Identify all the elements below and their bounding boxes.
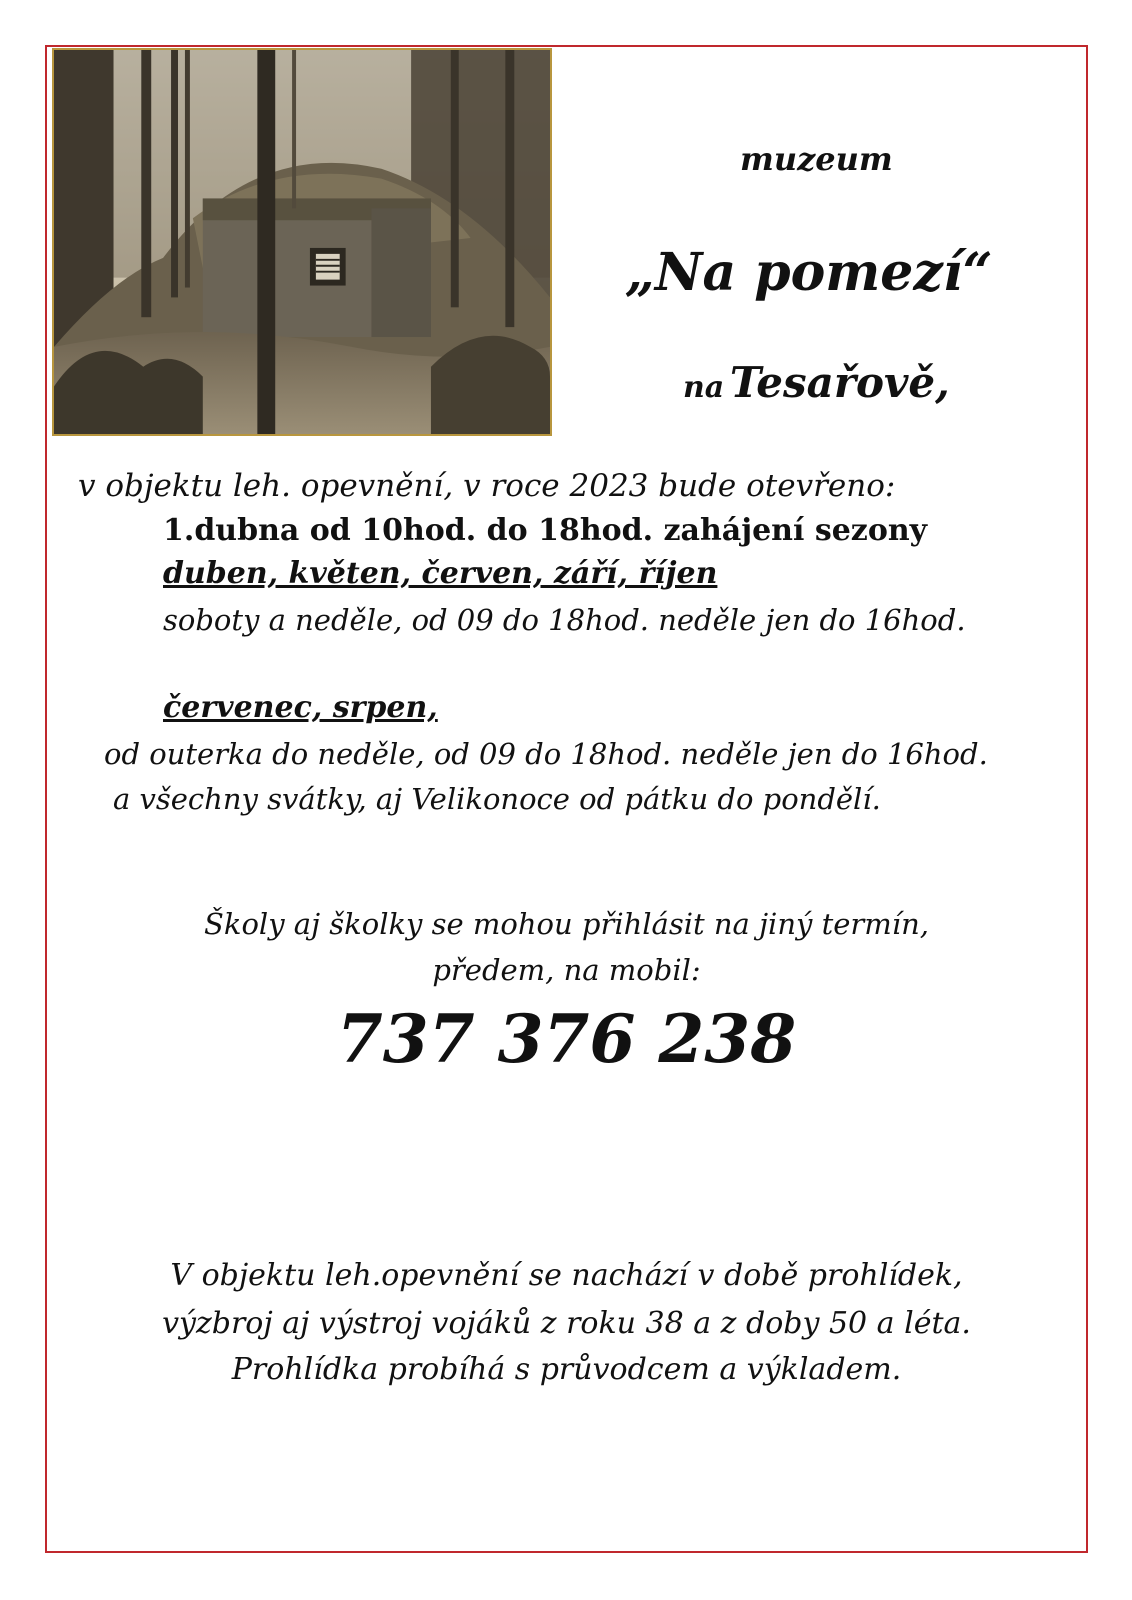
- bunker-photo-illustration: [54, 50, 550, 434]
- hours-summer: od outerka do neděle, od 09 do 18hod. neděle jen do 16hod.: [104, 737, 988, 771]
- hours-spring-autumn: soboty a neděle, od 09 do 18hod. neděle jen do 16hod.: [163, 603, 966, 637]
- season-opening: 1.dubna od 10hod. do 18hod. zahájení sezony: [163, 513, 928, 548]
- location-prefix: na: [683, 370, 725, 405]
- exhibit-line3: Prohlídka probíhá s průvodcem a výkladem.: [231, 1352, 902, 1387]
- museum-location: [683, 358, 950, 407]
- holidays-note: a všechny svátky, aj Velikonoce od pátku do pondělí.: [113, 782, 881, 816]
- intro-text: v objektu leh. opevnění, v roce 2023 bude otevřeno:: [78, 468, 896, 504]
- months-summer: červenec, srpen,: [163, 690, 438, 725]
- location-name: Tesařově,: [729, 358, 950, 407]
- exhibit-line1: V objektu leh.opevnění se nachází v době prohlídek,: [170, 1258, 963, 1293]
- exhibit-line2: výzbroj aj výstroj vojáků z roku 38 a z doby 50 a léta.: [162, 1306, 971, 1341]
- bunker-photo: [52, 48, 552, 436]
- months-spring-autumn: duben, květen, červen, září, říjen: [163, 556, 718, 591]
- museum-name: „Na pomezí“: [625, 242, 993, 303]
- heading-museum: muzeum: [740, 140, 893, 178]
- phone-number: 737 376 238: [336, 1000, 797, 1078]
- schools-note-line1: Školy aj školky se mohou přihlásit na jiný termín,: [204, 907, 929, 941]
- schools-note-line2: předem, na mobil:: [432, 953, 701, 987]
